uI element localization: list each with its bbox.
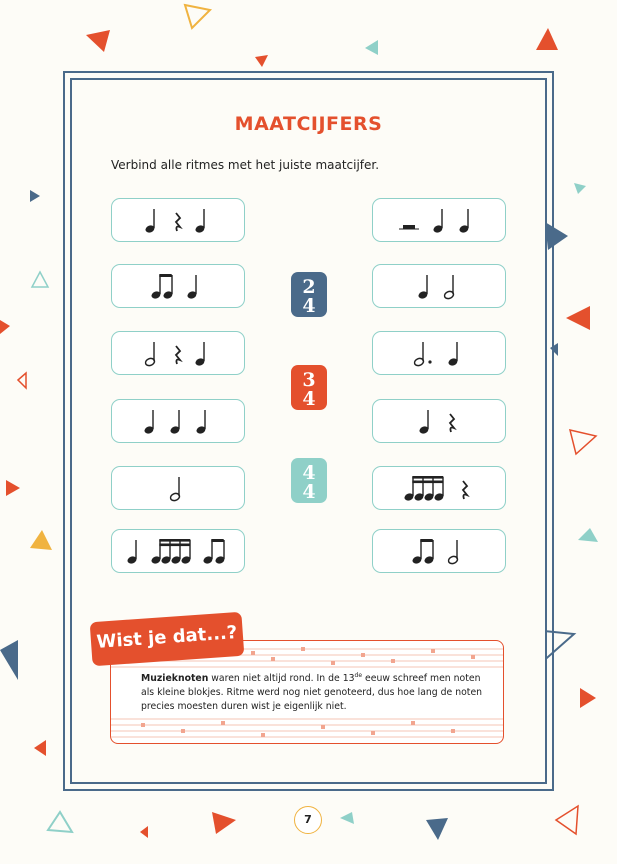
rhythm-notation [373,332,507,376]
time-signature-4-4[interactable] [291,458,327,503]
rhythm-box-left-4[interactable] [111,399,245,443]
fact-text-part-2: eeuw schreef men noten als kleine blokjes. Ritme werd nog niet genoteerd, dus hoe lang de noten precies moesten duren wist je eigenlijk niet. [141,673,483,713]
fact-text-part-1: waren niet altijd rond. In de 13 [208,673,355,685]
quarter-symbol [418,275,429,300]
fact-bold-word: Muzieknoten [141,673,209,685]
half-rest-symbol [399,225,419,229]
quarter-symbol [196,410,207,435]
time-signature-figures [291,365,327,410]
triangle-icon [30,190,40,202]
half-symbol [448,540,459,565]
triangle-icon [0,320,10,334]
rhythm-box-right-6[interactable] [372,529,506,573]
triangle-icon [48,812,72,832]
time-signature-2-4[interactable] [291,272,327,317]
triangle-icon [556,806,578,834]
triangle-icon [255,55,268,67]
fact-tag-label: Wist je dat...? [95,622,238,653]
triangle-icon [580,688,596,708]
rhythm-box-right-2[interactable] [372,264,506,308]
quarter-rest-symbol [176,213,180,231]
rhythm-notation [373,530,507,574]
triangle-icon [426,818,448,840]
rhythm-notation [373,400,507,444]
fact-superscript: de [354,672,363,679]
time-signature-top: 4 [302,462,316,484]
triangle-icon [578,528,598,542]
triangle-icon [365,40,378,55]
rhythm-box-left-6[interactable] [111,529,245,573]
quarter-symbol [448,342,459,367]
rhythm-notation [112,467,246,511]
rhythm-notation [112,400,246,444]
sixteenth-four-symbol [151,539,192,565]
rhythm-box-left-5[interactable] [111,466,245,510]
quarter-symbol [195,209,206,234]
quarter-symbol [459,209,470,234]
rhythm-box-left-3[interactable] [111,331,245,375]
quarter-symbol [127,540,138,565]
quarter-rest-symbol [450,414,454,432]
triangle-icon [86,30,110,52]
rhythm-notation [373,265,507,309]
rhythm-notation [112,265,246,309]
fact-text [141,669,491,714]
triangle-icon [570,430,596,454]
eighth-pair-symbol [151,274,174,300]
rhythm-notation [373,467,507,511]
rhythm-box-left-1[interactable] [111,198,245,242]
triangle-icon [574,183,586,194]
half-symbol [444,275,455,300]
rhythm-box-right-4[interactable] [372,399,506,443]
rhythm-notation [112,332,246,376]
triangle-icon [566,306,590,330]
rhythm-notation [373,199,507,243]
triangle-icon [32,272,48,287]
triangle-icon [6,480,20,496]
time-signature-bottom: 4 [302,295,316,317]
eighth-pair-symbol [203,539,226,565]
triangle-icon [18,373,26,388]
time-signature-bottom: 4 [302,481,316,503]
time-signature-top: 3 [302,369,316,391]
rhythm-notation [112,530,246,574]
instruction-text: Verbind alle ritmes met het juiste maatcijfer. [111,158,380,172]
dotted-half-symbol [414,342,432,367]
rhythm-box-right-5[interactable] [372,466,506,510]
quarter-rest-symbol [176,346,180,364]
time-signature-figures [291,272,327,317]
quarter-symbol [419,410,430,435]
triangle-icon [140,826,148,838]
triangle-icon [0,640,18,680]
half-symbol [145,342,156,367]
triangle-icon [30,530,52,550]
page-number: 7 [294,806,322,834]
triangle-icon [34,740,46,756]
quarter-symbol [433,209,444,234]
time-signature-3-4[interactable] [291,365,327,410]
rhythm-box-right-3[interactable] [372,331,506,375]
quarter-symbol [170,410,181,435]
triangle-icon [536,28,558,50]
quarter-symbol [145,209,156,234]
rhythm-box-right-1[interactable] [372,198,506,242]
time-signature-top: 2 [302,276,316,298]
time-signature-figures [291,458,327,503]
triangle-icon [185,5,210,28]
half-symbol [170,477,181,502]
quarter-symbol [195,342,206,367]
sixteenth-four-symbol [404,476,445,502]
time-signature-bottom: 4 [302,388,316,410]
eighth-pair-symbol [412,539,435,565]
page-title: MAATCIJFERS [234,113,383,135]
triangle-icon [340,812,354,824]
quarter-rest-symbol [463,481,467,499]
quarter-symbol [187,275,198,300]
rhythm-box-left-2[interactable] [111,264,245,308]
triangle-icon [212,812,236,834]
quarter-symbol [144,410,155,435]
rhythm-notation [112,199,246,243]
